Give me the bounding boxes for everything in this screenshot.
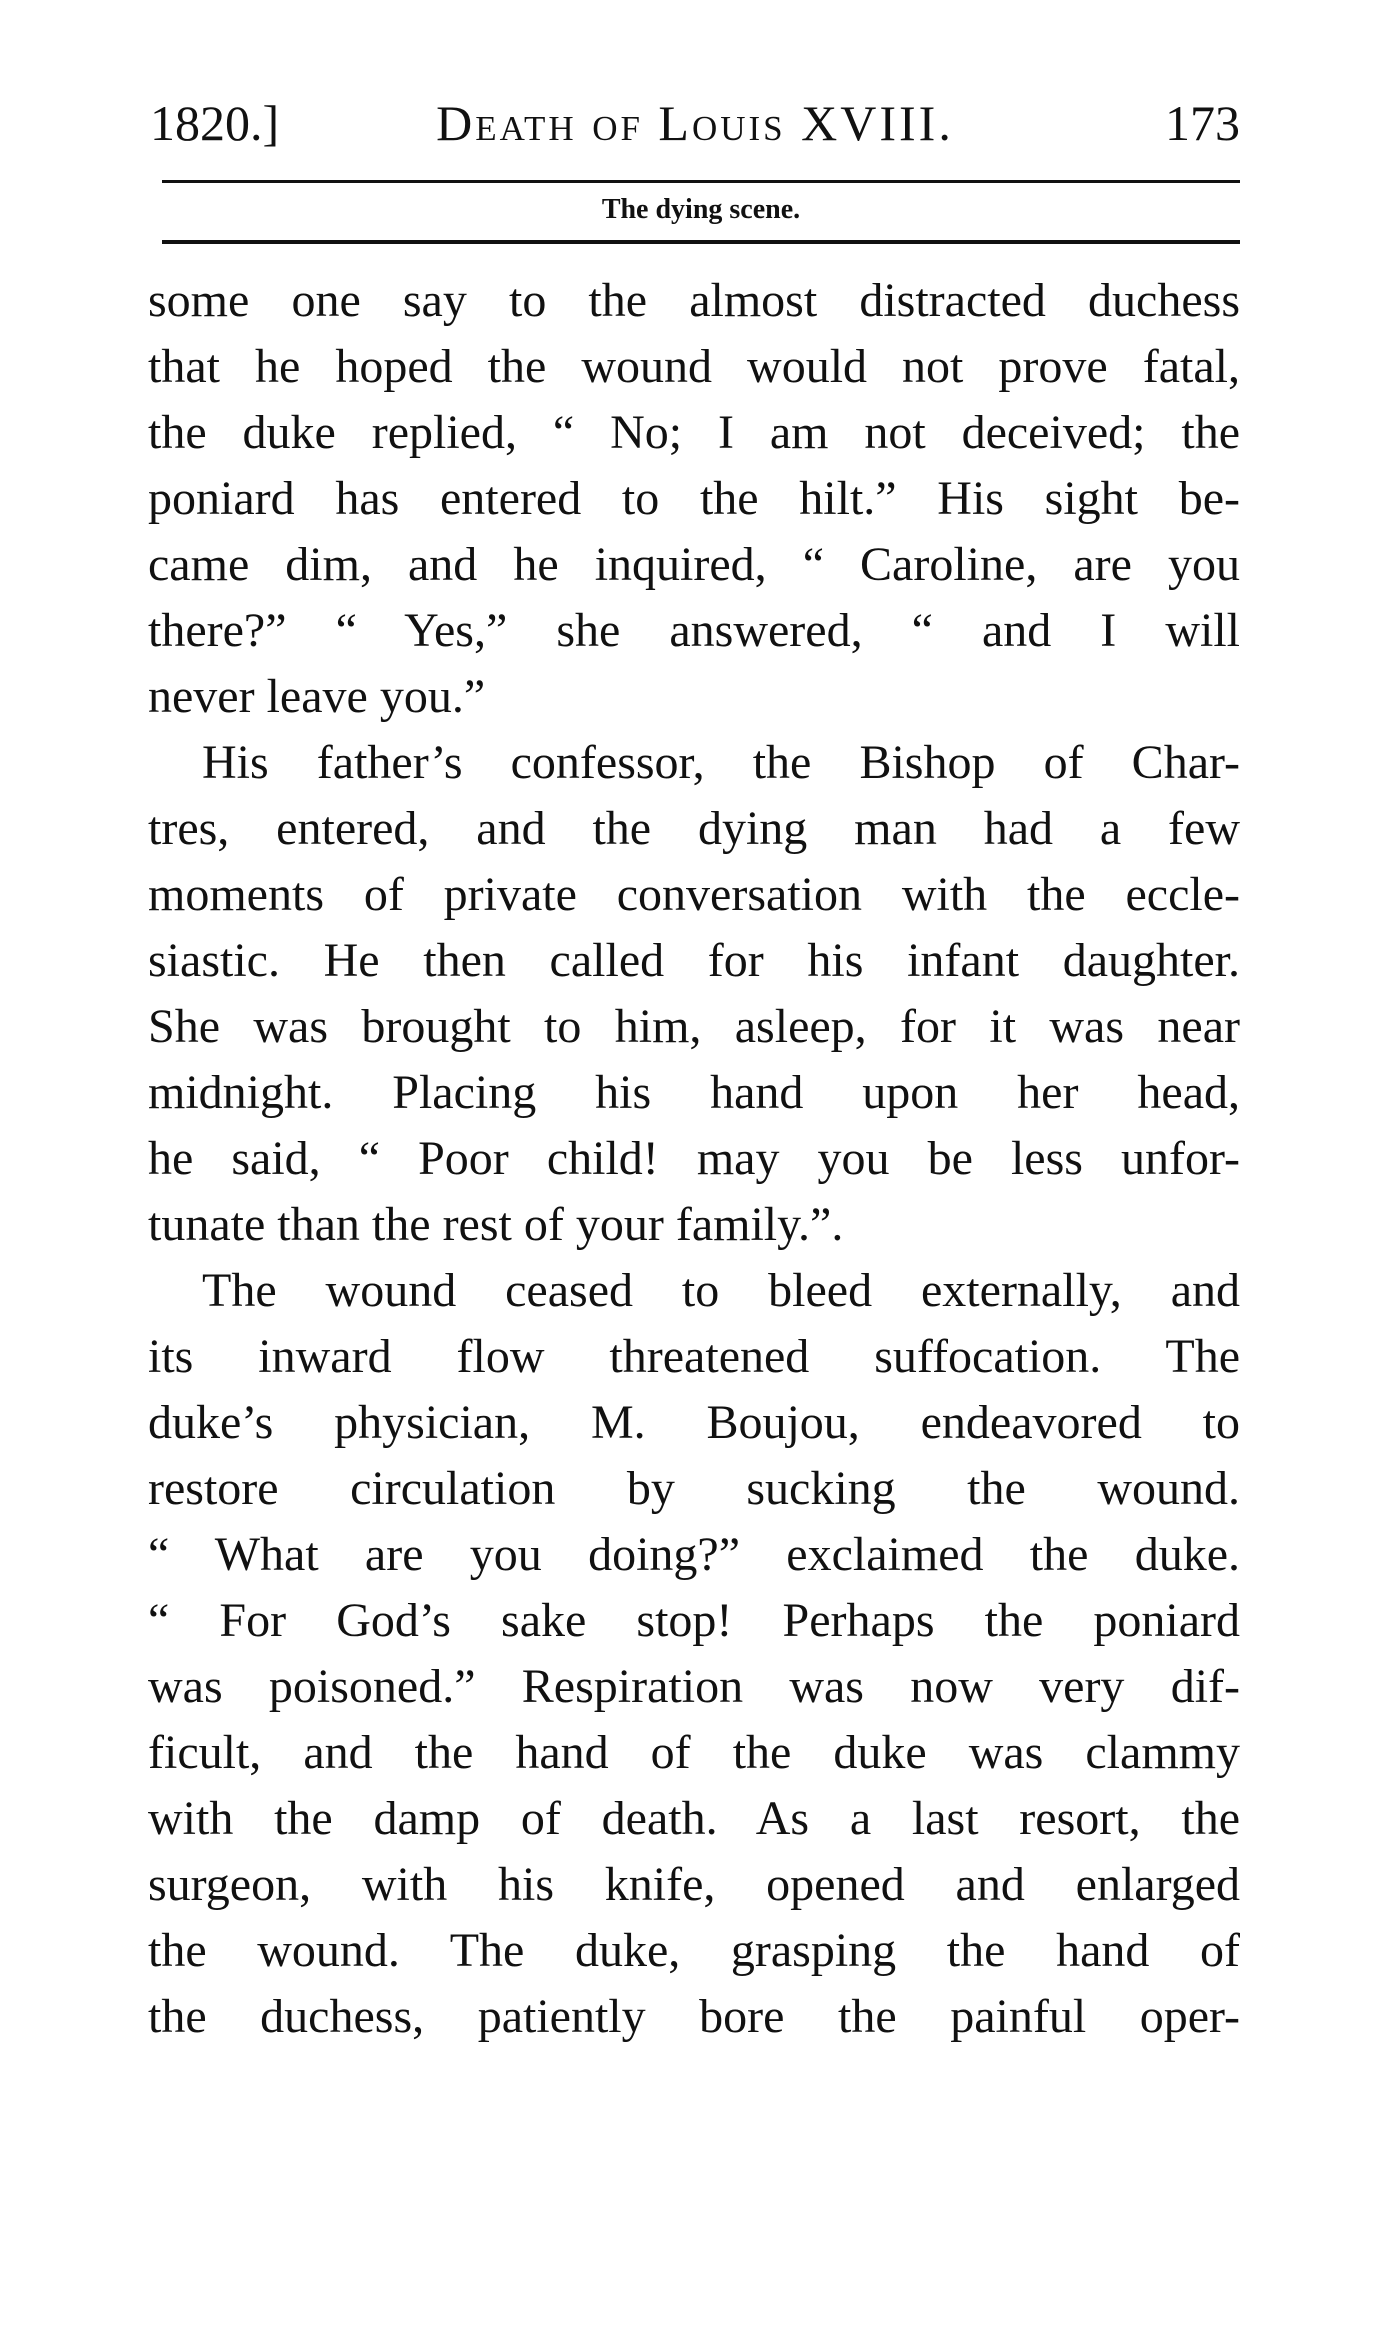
header-rule-bottom — [162, 240, 1240, 244]
text-line: its inward flow threatened suffocation. The — [148, 1330, 1240, 1383]
text-line: His father’s confessor, the Bishop of Char- — [202, 736, 1240, 789]
page-number: 173 — [1165, 95, 1240, 151]
text-line: surgeon, with his knife, opened and enlarged — [148, 1858, 1240, 1911]
text-line: “ What are you doing?” exclaimed the duke. — [148, 1528, 1240, 1581]
header-rule-top — [162, 180, 1240, 183]
text-line: ficult, and the hand of the duke was clammy — [148, 1726, 1240, 1779]
text-line: that he hoped the wound would not prove fatal, — [148, 340, 1240, 393]
text-line: the duchess, patiently bore the painful oper- — [148, 1990, 1240, 2043]
running-header — [150, 92, 1240, 154]
text-line: siastic. He then called for his infant daughter. — [148, 934, 1240, 987]
text-line: the duke replied, “ No; I am not deceived; the — [148, 406, 1240, 459]
header-title: Death of Louis XVIII. — [436, 95, 954, 151]
text-line: tunate than the rest of your family.”. — [148, 1198, 844, 1251]
text-line: “ For God’s sake stop! Perhaps the poniard — [148, 1594, 1240, 1647]
text-line: was poisoned.” Respiration was now very dif- — [148, 1660, 1240, 1713]
text-line: She was brought to him, asleep, for it was near — [148, 1000, 1240, 1053]
text-line: with the damp of death. As a last resort, the — [148, 1792, 1240, 1845]
text-line: midnight. Placing his hand upon her head, — [148, 1066, 1240, 1119]
text-line: never leave you.” — [148, 670, 486, 723]
text-line: some one say to the almost distracted duchess — [148, 274, 1240, 327]
section-subtitle: The dying scene. — [601, 194, 801, 225]
body-text — [148, 268, 1240, 2050]
text-line: duke’s physician, M. Boujou, endeavored to — [148, 1396, 1240, 1449]
text-line: poniard has entered to the hilt.” His sight be- — [148, 472, 1240, 525]
text-line: there?” “ Yes,” she answered, “ and I will — [148, 604, 1240, 657]
text-line: moments of private conversation with the eccle- — [148, 868, 1240, 921]
text-line: came dim, and he inquired, “ Caroline, are you — [148, 538, 1240, 591]
text-line: tres, entered, and the dying man had a few — [148, 802, 1240, 855]
text-line: the wound. The duke, grasping the hand of — [148, 1924, 1240, 1977]
text-line: restore circulation by sucking the wound. — [148, 1462, 1240, 1515]
text-line: he said, “ Poor child! may you be less unfor- — [148, 1132, 1240, 1185]
header-year: 1820.] — [150, 95, 280, 151]
text-line: The wound ceased to bleed externally, and — [202, 1264, 1240, 1317]
